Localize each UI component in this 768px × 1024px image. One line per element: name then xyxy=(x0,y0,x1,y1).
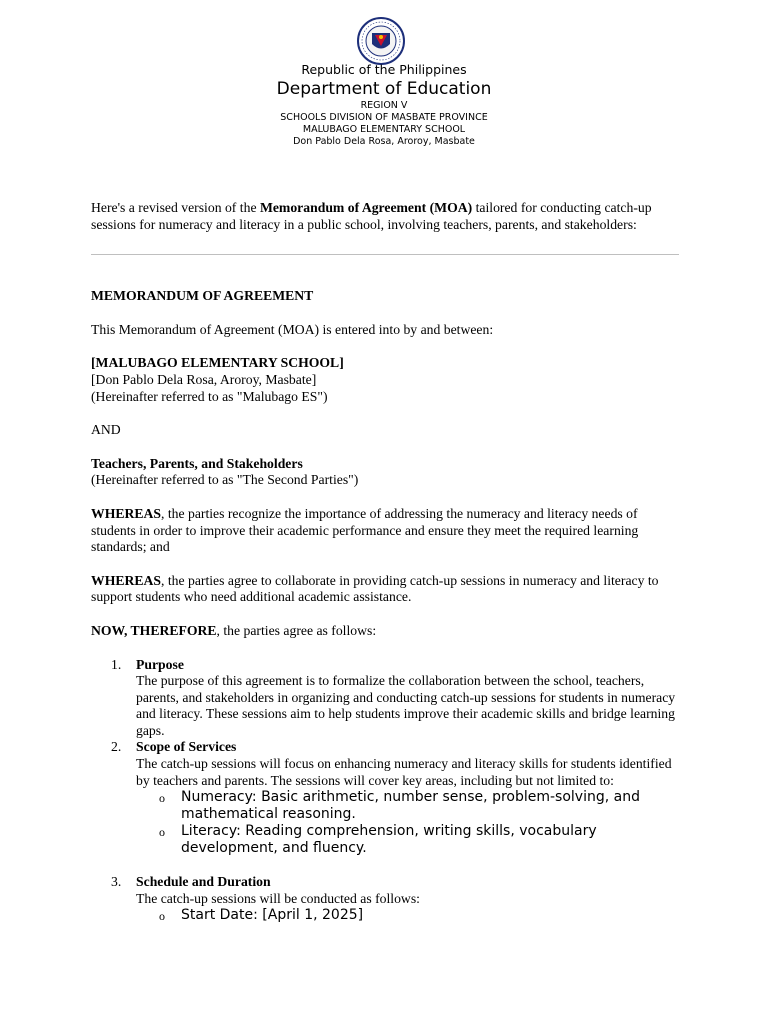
item-text: The catch-up sessions will focus on enhancing numeracy and literacy skills for students identified by teachers and parents. The sessions will cover key areas, including but not limited to: xyxy=(136,756,672,788)
item-number: 3. xyxy=(111,874,122,890)
header-department: Department of Education xyxy=(276,79,492,99)
party-one-name: [MALUBAGO ELEMENTARY SCHOOL] xyxy=(91,355,344,371)
party-one-reference: (Hereinafter referred to as "Malubago ES") xyxy=(91,388,328,404)
header-region: REGION V xyxy=(360,100,408,111)
party-two-name: Teachers, Parents, and Stakeholders xyxy=(91,455,303,471)
item-title: Purpose xyxy=(136,656,184,672)
bullet-icon: o xyxy=(159,825,165,840)
sub-bullet-item: o Start Date: [April 1, 2025] xyxy=(159,907,364,924)
header-republic: Republic of the Philippines xyxy=(301,62,467,77)
sub-bullet-item: o Literacy: Reading comprehension, writing skills, vocabulary development, and fluency. xyxy=(159,823,597,857)
header-school: MALUBAGO ELEMENTARY SCHOOL xyxy=(302,124,466,135)
party-one-address: [Don Pablo Dela Rosa, Aroroy, Masbate] xyxy=(91,371,317,387)
moa-title: MEMORANDUM OF AGREEMENT xyxy=(91,288,314,304)
agreement-items-list xyxy=(91,657,681,925)
intro-text-end: tailored for conducting catch-up sessions for numeracy and literacy in a public school, involving teachers, parents, and stakeholders: xyxy=(91,200,652,232)
item-number: 1. xyxy=(111,656,122,672)
list-item xyxy=(91,657,681,740)
bullet-icon: o xyxy=(159,791,165,806)
item-number: 2. xyxy=(111,739,122,755)
intro-text-start: Here's a revised version of the xyxy=(91,200,260,215)
item-title: Scope of Services xyxy=(136,739,237,755)
bullet-icon: o xyxy=(159,909,165,924)
therefore-clause: NOW, THEREFORE, the parties agree as follows: xyxy=(91,622,377,638)
intro-paragraph xyxy=(91,200,681,233)
whereas-clause-1: WHEREAS, the parties recognize the importance of addressing the numeracy and literacy needs of students in order to improve their academic performance and ensure they meet the required learning standards; and xyxy=(91,505,639,555)
sub-bullet-item: o Numeracy: Basic arithmetic, number sense, problem-solving, and mathematical reasoning. xyxy=(159,789,640,823)
list-item xyxy=(91,874,681,924)
and-separator: AND xyxy=(91,422,121,438)
header-division: SCHOOLS DIVISION OF MASBATE PROVINCE xyxy=(280,112,488,123)
deped-seal-logo xyxy=(353,16,409,66)
item-title: Schedule and Duration xyxy=(136,874,271,890)
item-text: The purpose of this agreement is to formalize the collaboration between the school, teachers, parents, and stakeholders in organizing and conducting catch-up sessions for students in numeracy and literacy. These sessions aim to help students improve their academic skills and bridge learning gaps. xyxy=(136,673,676,738)
sub-bullet-list xyxy=(136,907,681,924)
moa-entered-statement: This Memorandum of Agreement (MOA) is entered into by and between: xyxy=(91,321,494,337)
horizontal-divider xyxy=(91,254,679,255)
header-address: Don Pablo Dela Rosa, Aroroy, Masbate xyxy=(293,136,475,147)
item-text: The catch-up sessions will be conducted as follows: xyxy=(136,890,420,906)
party-two-block xyxy=(91,456,681,489)
sub-bullet-list xyxy=(136,789,681,857)
party-one-block xyxy=(91,355,681,405)
intro-text-bold: Memorandum of Agreement (MOA) xyxy=(259,200,473,215)
whereas-clause-2: WHEREAS, the parties agree to collaborate in providing catch-up sessions in numeracy and literacy to support students who need additional academic assistance. xyxy=(91,572,659,605)
list-item xyxy=(91,739,681,874)
party-two-reference: (Hereinafter referred to as "The Second Parties") xyxy=(91,472,359,488)
document-body xyxy=(91,200,681,924)
